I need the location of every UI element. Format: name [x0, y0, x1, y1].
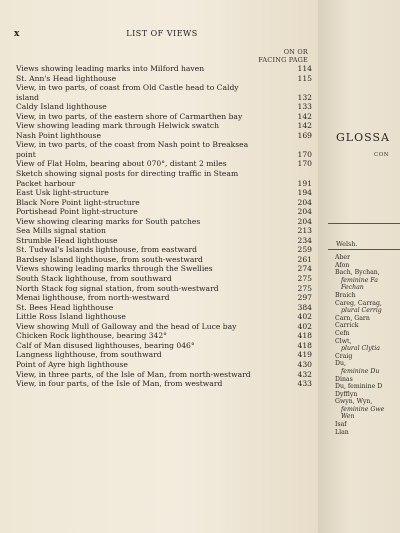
list-item [16, 284, 312, 294]
entry-title: Sketch showing signal posts for directing traffic in Steam Packet harbour [16, 169, 239, 188]
entry-page-number: 275 [297, 274, 312, 284]
welsh-word: feminine Du [341, 367, 380, 375]
entry-page-number: 432 [297, 369, 312, 379]
list-item [16, 217, 312, 227]
entry-title: Black Nore Point light-structure [16, 197, 140, 207]
list-item [16, 350, 312, 360]
entry-page-number: 142 [297, 121, 312, 131]
welsh-word: feminine Gwe [341, 405, 385, 413]
welsh-word: plural Clytia [341, 345, 380, 353]
welsh-word: Dyfflyn [335, 390, 358, 398]
list-item [16, 83, 312, 102]
entry-title: View, in two parts, of coast from Old Castle head to Caldy island [16, 83, 239, 102]
welsh-word: Craig [335, 352, 353, 360]
entry-title: Views showing leading marks through the Swellies [16, 264, 213, 274]
entry-page-number: 430 [297, 359, 312, 369]
list-item [16, 370, 312, 380]
right-page [318, 0, 400, 533]
running-head: LIST OF VIEWS [126, 29, 198, 38]
welsh-word: Afon [335, 261, 350, 269]
list-item [16, 245, 312, 255]
entry-title: Portishead Point light-structure [16, 207, 138, 217]
entry-page-number: 275 [297, 283, 312, 293]
list-item [16, 341, 312, 351]
entry-page-number: 433 [297, 379, 312, 389]
entry-page-number: 274 [297, 264, 312, 274]
list-item [16, 226, 312, 236]
entry-title: Langness lighthouse, from southward [16, 350, 162, 360]
column-head-line-2: FACING PAGE [258, 56, 308, 64]
list-item [16, 264, 312, 274]
list-item [16, 74, 312, 84]
list-item [16, 293, 312, 303]
entry-page-number: 418 [297, 340, 312, 350]
entry-page-number: 204 [297, 207, 312, 217]
entry-page-number: 169 [297, 130, 312, 140]
entry-page-number: 402 [297, 321, 312, 331]
list-item [16, 131, 312, 141]
entry-title: St. Ann's Head lighthouse [16, 73, 117, 83]
welsh-word: Careg, Carrag, [335, 299, 382, 307]
entry-title: View showing clearing marks for South patches [16, 216, 201, 226]
rule-line [328, 223, 400, 224]
entry-title: View showing leading mark through Helwick swatch [16, 121, 219, 131]
welsh-word: Cefn [335, 329, 350, 337]
entry-page-number: 115 [297, 73, 312, 83]
entry-page-number: 402 [297, 312, 312, 322]
welsh-word: Braich [335, 291, 356, 299]
list-item [16, 121, 312, 131]
list-item [16, 64, 312, 74]
entry-title: Menai lighthouse, from north-westward [16, 293, 170, 303]
column-label-welsh: Welsh. [336, 240, 358, 248]
rule-line [328, 249, 400, 250]
entry-title: St. Tudwal's Islands lighthouse, from eastward [16, 245, 198, 255]
entry-page-number: 419 [297, 350, 312, 360]
list-of-views [16, 64, 312, 389]
entry-title: View of Flat Holm, bearing about 070°, distant 2 miles [16, 159, 227, 169]
entry-title: Sea Mills signal station [16, 226, 106, 236]
welsh-word: Du, feminine D [335, 383, 383, 391]
entry-page-number: 170 [297, 149, 312, 159]
column-head-line-1: ON OR [283, 48, 308, 56]
entry-title: Point of Ayre high lighthouse [16, 359, 128, 369]
list-item [16, 312, 312, 322]
entry-title: St. Bees Head lighthouse [16, 302, 114, 312]
welsh-word: feminine Fa [341, 276, 378, 284]
welsh-word: plural Cerrig [341, 307, 382, 315]
welsh-word: Carrick [335, 322, 359, 330]
list-item [16, 255, 312, 265]
list-item [16, 159, 312, 169]
entry-page-number: 234 [297, 235, 312, 245]
entry-title: Chicken Rock lighthouse, bearing 342° [16, 331, 167, 341]
entry-title: View, in two parts, of the coast from Nash point to Breaksea point [16, 140, 249, 159]
welsh-word: Clwt, [335, 337, 352, 345]
entry-page-number: 194 [297, 188, 312, 198]
entry-title: Calf of Man disused lighthouses, bearing 046° [16, 340, 195, 350]
welsh-word: Llan [335, 428, 349, 436]
list-item [16, 207, 312, 217]
entry-title: Little Ross Island lighthouse [16, 312, 126, 322]
entry-title: Caldy Island lighthouse [16, 102, 107, 112]
entry-title: North Stack fog signal station, from south-westward [16, 283, 219, 293]
entry-page-number: 204 [297, 197, 312, 207]
entry-page-number: 213 [297, 226, 312, 236]
entry-page-number: 142 [297, 111, 312, 121]
entry-page-number: 384 [297, 302, 312, 312]
entry-title: View, in three parts, of the Isle of Man, from north-westward [16, 369, 251, 379]
entry-page-number: 133 [297, 102, 312, 112]
list-item [16, 360, 312, 370]
list-item [16, 112, 312, 122]
list-item [16, 274, 312, 284]
glossary-title: GLOSSA [336, 131, 390, 144]
page-header [14, 29, 310, 41]
entry-page-number: 132 [297, 92, 312, 102]
entry-page-number: 259 [297, 245, 312, 255]
entry-title: View showing Mull of Galloway and the head of Luce bay [16, 321, 237, 331]
list-item [16, 322, 312, 332]
entry-title: Bardsey Island lighthouse, from south-westward [16, 254, 203, 264]
entry-title: View, in four parts, of the Isle of Man, from westward [16, 379, 223, 389]
list-item [16, 188, 312, 198]
glossary-subtitle: CON [374, 152, 390, 158]
welsh-word: Gwyn, Wyn, [335, 398, 373, 406]
list-item [16, 198, 312, 208]
welsh-word: Isaf [335, 421, 347, 429]
entry-page-number: 297 [297, 293, 312, 303]
entry-title: Strumble Head lighthouse [16, 235, 118, 245]
welsh-word: Wen [341, 413, 355, 421]
list-item [16, 303, 312, 313]
list-item [16, 236, 312, 246]
entry-title: Views showing leading marks into Milford haven [16, 64, 205, 73]
list-item [16, 169, 312, 188]
entry-page-number: 204 [297, 216, 312, 226]
entry-page-number: 114 [297, 64, 312, 73]
entry-page-number: 170 [297, 159, 312, 169]
entry-page-number: 261 [297, 254, 312, 264]
welsh-word: Fechan [341, 284, 364, 292]
list-item [16, 102, 312, 112]
welsh-word: Dinas [335, 375, 353, 383]
welsh-word: Bach, Bychan, [335, 269, 380, 277]
column-head [248, 48, 308, 64]
list-item [16, 331, 312, 341]
entry-title: East Usk light-structure [16, 188, 109, 198]
entry-title: South Stack lighthouse, from southward [16, 274, 172, 284]
entry-page-number: 191 [297, 178, 312, 188]
welsh-word: Du, [335, 360, 346, 368]
welsh-word: Carn, Garn [335, 314, 370, 322]
entry-title: View, in two parts, of the eastern shore of Carmarthen bay [16, 111, 243, 121]
list-item [16, 140, 312, 159]
page-number: x [14, 29, 20, 39]
welsh-word: Aber [335, 254, 351, 261]
list-item [16, 379, 312, 389]
welsh-word-list [335, 254, 400, 436]
entry-title: Nash Point lighthouse [16, 130, 101, 140]
entry-page-number: 418 [297, 331, 312, 341]
